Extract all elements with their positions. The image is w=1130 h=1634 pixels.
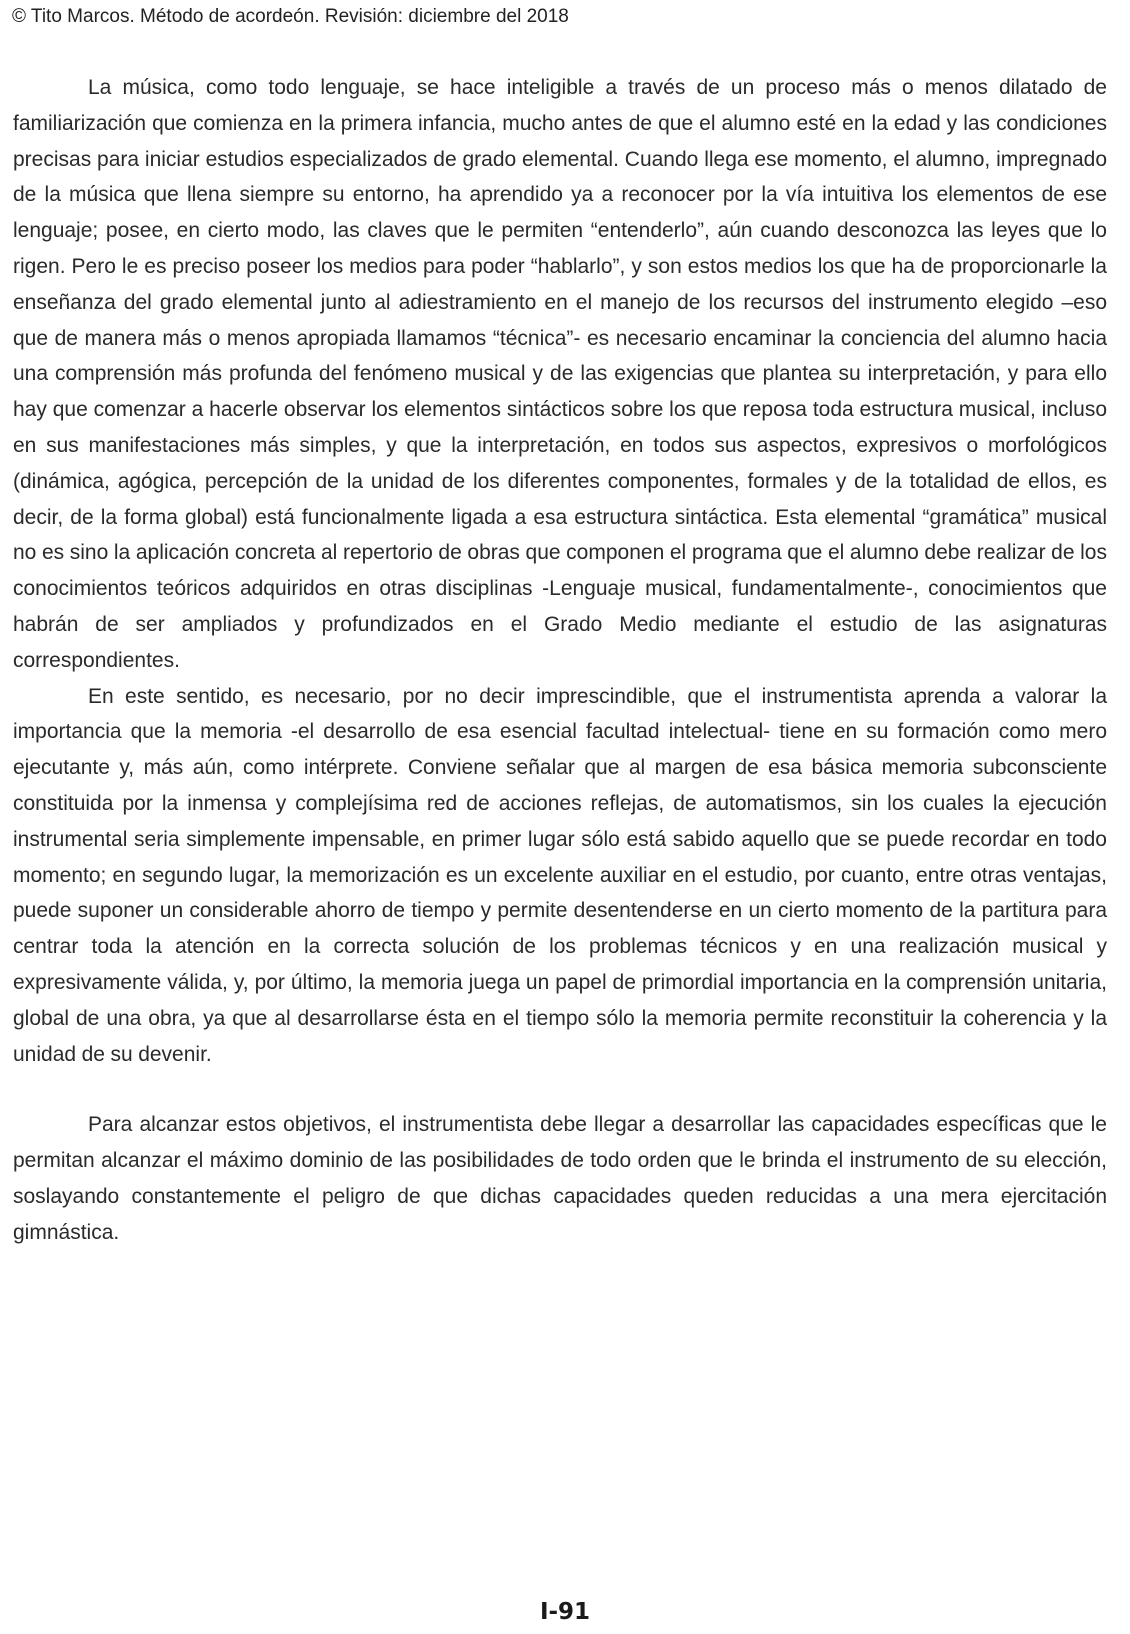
paragraph-3: Para alcanzar estos objetivos, el instrumentista debe llegar a desarrollar las capacidades específicas que le permitan alcanzar el máximo dominio de las posibilidades de todo orden que le brinda el instrumento de su elección, soslayando constantemente el peligro de que dichas capacidades queden reducidas a una mera ejercitación gimnástica. [13, 1113, 1107, 1244]
paragraph-1: La música, como todo lenguaje, se hace inteligible a través de un proceso más o menos dilatado de familiarización que comienza en la primera infancia, mucho antes de que el alumno esté en la edad y las condiciones precisas para iniciar estudios especializados de grado elemental. Cuando llega ese momento, el alumno, impregnado de la música que llena siempre su entorno, ha aprendido ya a reconocer por la vía intuitiva los elementos de ese lenguaje; posee, en cierto modo, las claves que le permiten “entenderlo”, aún cuando desconozca las leyes que lo rigen. Pero le es preciso poseer los medios para poder “hablarlo”, y son estos medios los que ha de proporcionarle la enseñanza del grado elemental junto al adiestramiento en el manejo de los recursos del instrumento elegido –eso que de manera más o menos apropiada llamamos “técnica”- es necesario encaminar la conciencia del alumno hacia una comprensión más profunda del fenómeno musical y de las exigencias que plantea su interpretación, y para ello hay que comenzar a hacerle observar los elementos sintácticos sobre los que reposa toda estructura musical, incluso en sus manifestaciones más simples, y que la interpretación, en todos sus aspectos, expresivos o morfológicos (dinámica, agógica, percepción de la unidad de los diferentes componentes, formales y de la totalidad de ellos, es decir, de la forma global) está funcionalmente ligada a esa estructura sintáctica. Esta elemental “gramática” musical no es sino la aplicación concreta al repertorio de obras que componen el programa que el alumno debe realizar de los conocimientos teóricos adquiridos en otras disciplinas -Lenguaje musical, fundamentalmente-, conocimientos que habrán de ser ampliados y profundizados en el Grado Medio mediante el estudio de las asignaturas correspondientes. [13, 76, 1107, 672]
body-text [13, 70, 1107, 1251]
page-number: I-91 [539, 1599, 591, 1625]
running-header: © Tito Marcos. Método de acordeón. Revisión: diciembre del 2018 [12, 6, 569, 27]
paragraph-2: En este sentido, es necesario, por no decir imprescindible, que el instrumentista aprenda a valorar la importancia que la memoria -el desarrollo de esa esencial facultad intelectual- tiene en su formación como mero ejecutante y, más aún, como intérprete. Conviene señalar que al margen de esa básica memoria subconsciente constituida por la inmensa y complejísima red de acciones reflejas, de automatismos, sin los cuales la ejecución instrumental seria simplemente impensable, en primer lugar sólo está sabido aquello que se puede recordar en todo momento; en segundo lugar, la memorización es un excelente auxiliar en el estudio, por cuanto, entre otras ventajas, puede suponer un considerable ahorro de tiempo y permite desentenderse en un cierto momento de la partitura para centrar toda la atención en la correcta solución de los problemas técnicos y en una realización musical y expresivamente válida, y, por último, la memoria juega un papel de primordial importancia en la comprensión unitaria, global de una obra, ya que al desarrollarse ésta en el tiempo sólo la memoria permite reconstituir la coherencia y la unidad de su devenir. [13, 684, 1107, 1066]
